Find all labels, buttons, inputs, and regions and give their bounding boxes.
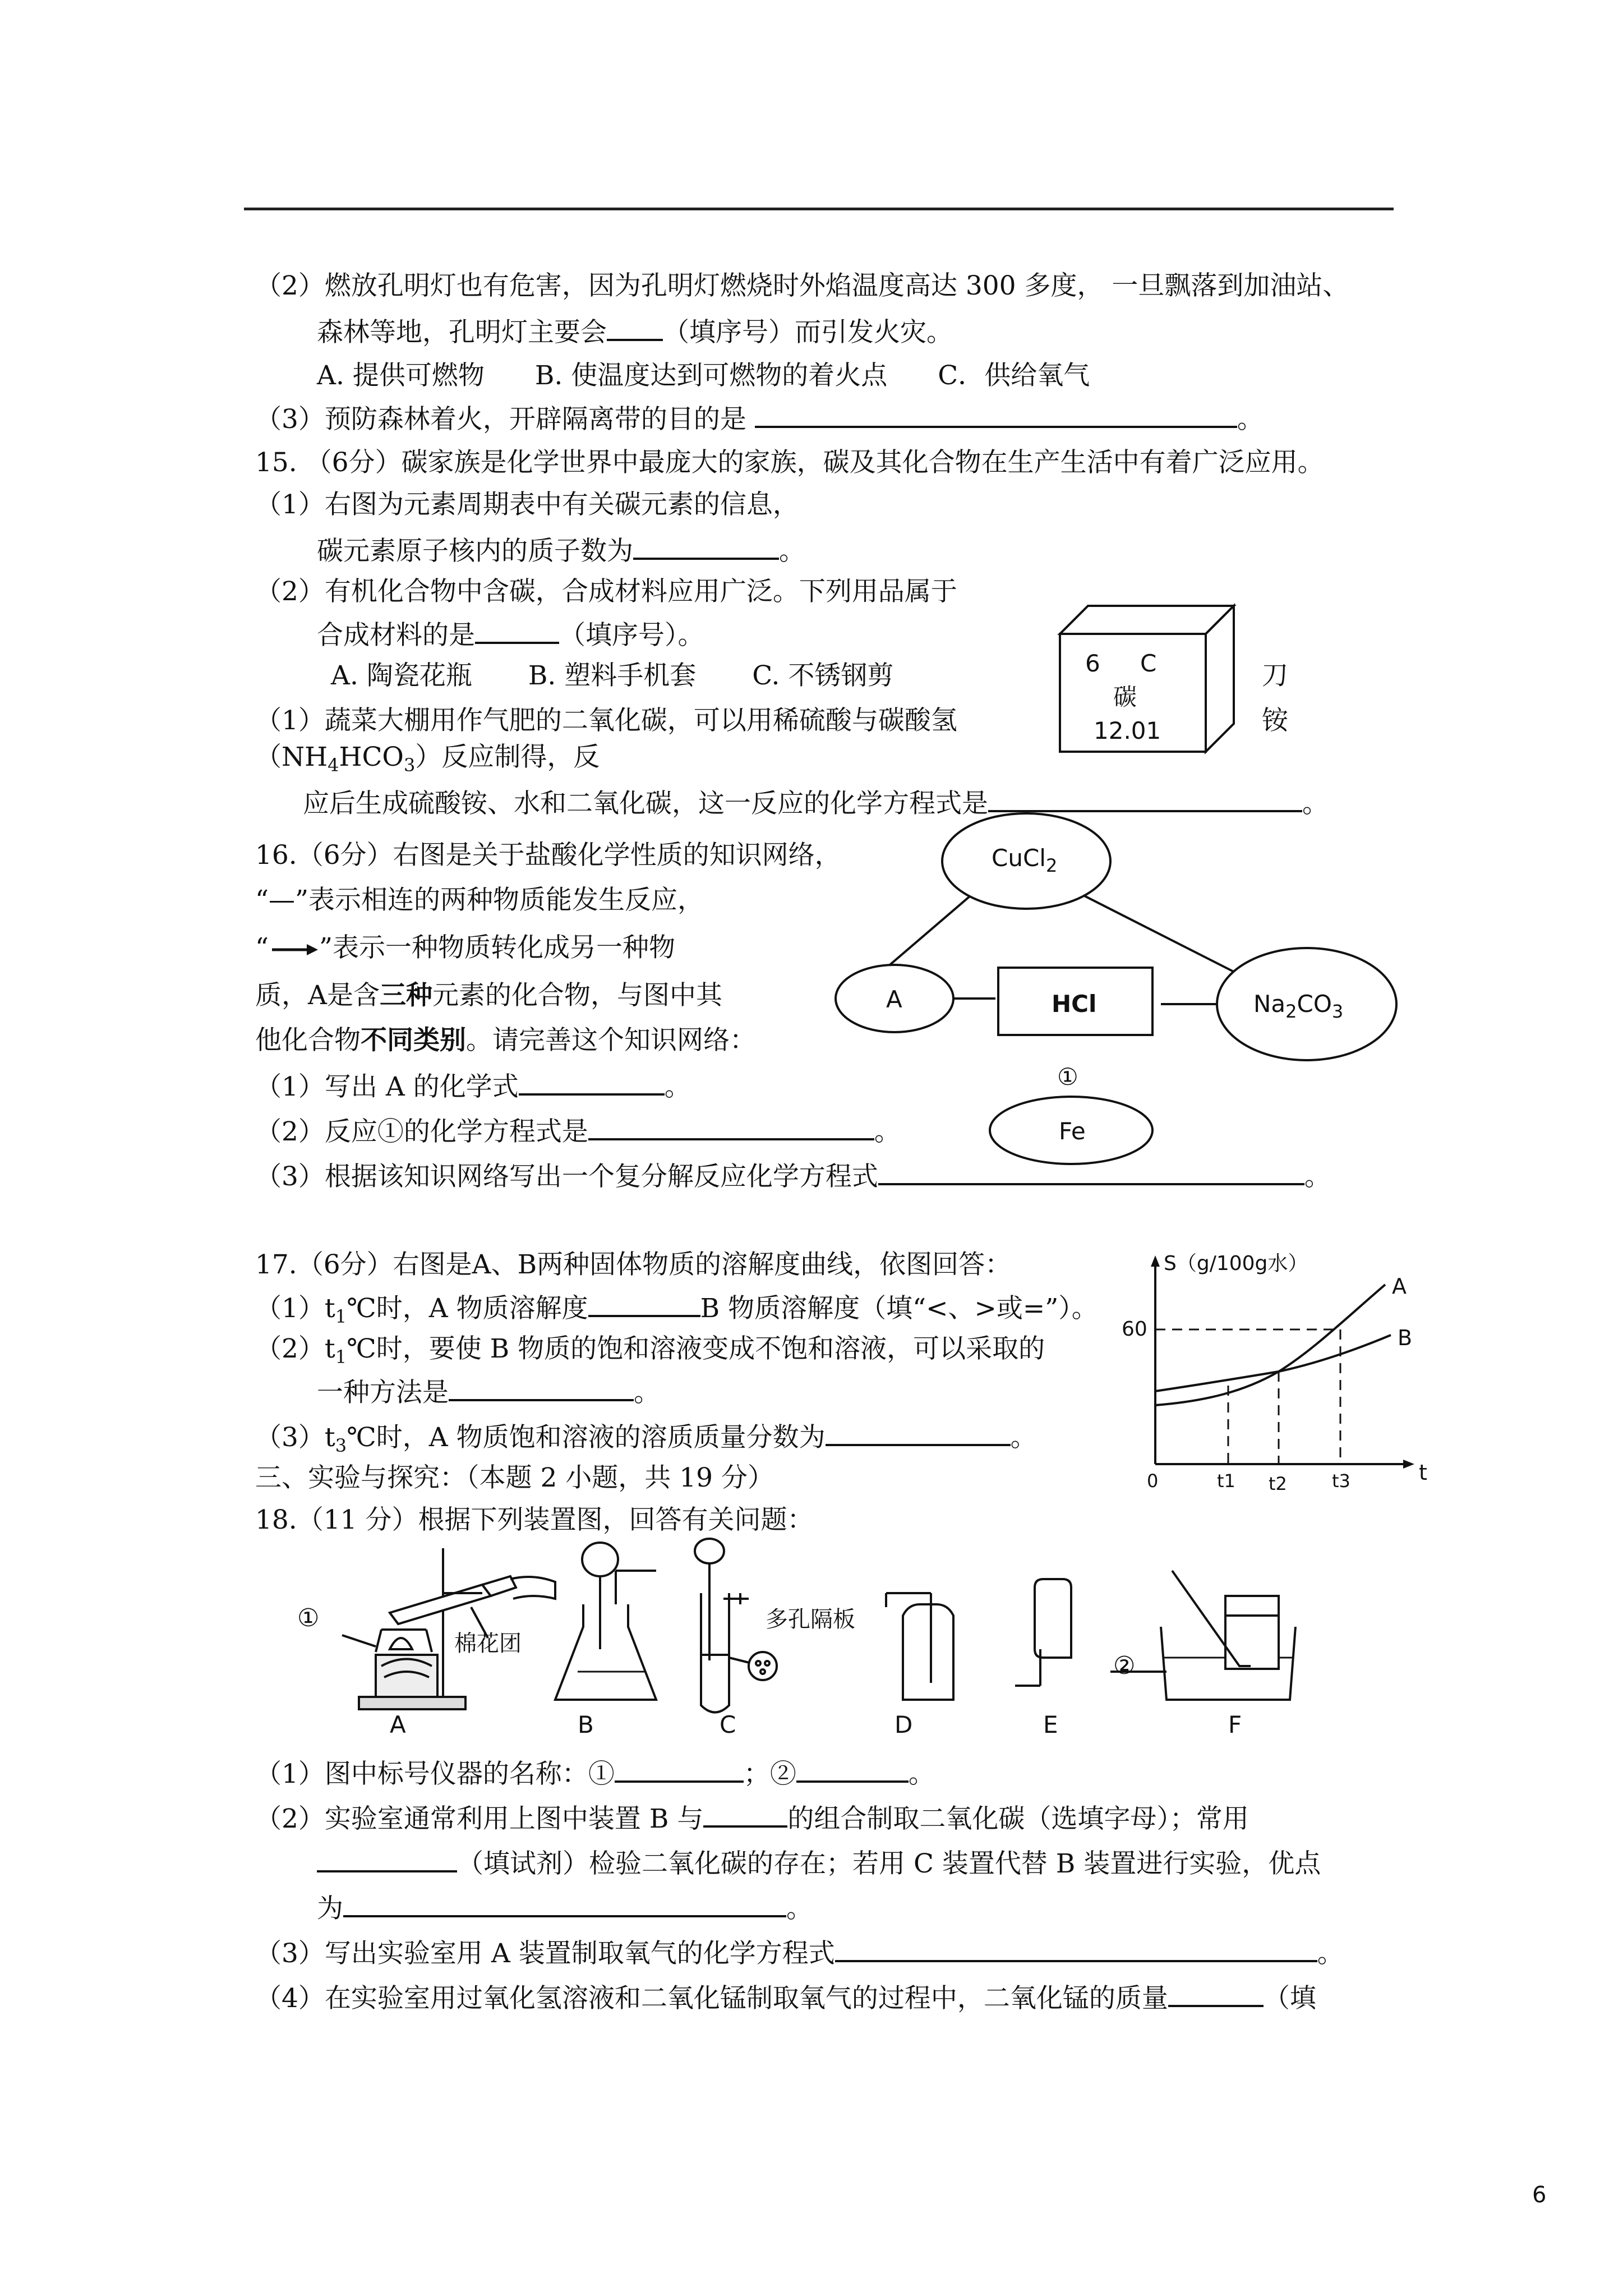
apparatus-label-a: A [390,1711,406,1738]
answer-blank[interactable] [607,314,663,341]
text-line: 应后生成硫酸铵、水和二氧化碳，这一反应的化学方程式是 。 [303,785,1329,821]
answer-blank[interactable] [835,1935,1317,1962]
choice-line: A. 提供可燃物 B. 使温度达到可燃物的着火点 C．供给氧气 [317,360,1090,391]
apparatus-label-f: F [1228,1711,1242,1738]
axis-y-label: S（g/100g水） [1164,1252,1308,1275]
answer-blank[interactable] [633,533,779,560]
element-mass: 12.01 [1094,717,1161,744]
text-line: 刀 [1262,660,1288,691]
text-line: 合成材料的是 （填序号）。 [317,617,704,652]
series-b-label: B [1398,1326,1413,1350]
answer-blank[interactable] [703,1801,787,1828]
section-title: 三、实验与探究：（本题 2 小题，共 19 分） [255,1462,774,1493]
text-line: 质，A是含三种元素的化合物，与图中其 [255,980,722,1011]
page-number: 6 [1532,2182,1547,2208]
node-hcl: HCl [1052,990,1097,1018]
element-name: 碳 [1113,683,1137,711]
x-tick-t2: t2 [1269,1473,1287,1494]
text-line: $(3)t_3℃$时，A 物质饱和溶液的溶质质量分数为 。 [255,1419,1037,1462]
text-line: （4）在实验室用过氧化氢溶液和二氧化锰制取氧气的过程中，二氧化锰的质量 （填 [255,1980,1316,2016]
label-porous-plate: 多孔隔板 [766,1607,855,1632]
apparatus-a [342,1548,555,1709]
text-line: （1）图中标号仪器的名称：① ；② 。 [255,1756,935,1791]
apparatus-c [695,1539,777,1713]
answer-blank[interactable] [615,1756,744,1783]
answer-blank[interactable] [826,1419,1011,1446]
apparatus-label-b: B [578,1711,594,1738]
label-mark-2: ② [1113,1651,1136,1680]
label-cotton: 棉花团 [454,1631,522,1657]
text-line: 碳元素原子核内的质子数为 。 [317,533,805,568]
apparatus-b [555,1543,656,1700]
text-line: $(2)t_1℃$时，要使 B 物质的饱和溶液变成不饱和溶液，可以采取的 [255,1333,1045,1368]
reaction-mark-1: ① [1057,1063,1078,1091]
node-cucl2: CuCl$_2$ [992,844,1058,876]
axis-x-label: t [1419,1460,1427,1485]
text-line: （2）燃放孔明灯也有危害，因为孔明灯燃烧时外焰温度高达 300 多度， 一旦飘落到加油站、 [255,270,1349,301]
x-tick-t3: t3 [1332,1470,1350,1492]
label-mark-1: ① [297,1604,320,1632]
text-line: 一种方法是 。 [317,1374,660,1410]
node-a: A [886,986,902,1013]
apparatus-label-e: E [1043,1711,1058,1738]
question-15-title: 15. （6分）碳家族是化学世界中最庞大的家族，碳及其化合物在生产生活中有着广泛应用。 [255,447,1324,478]
apparatus-d [886,1593,953,1700]
answer-blank[interactable] [519,1069,665,1096]
text-line: “ ”表示一种物质转化成另一种物 [255,932,676,963]
node-na2co3: $Na_2CO_3$ [1253,990,1344,1022]
curve-b [1155,1335,1391,1391]
element-symbol: C [1140,650,1157,677]
apparatus-label-c: C [720,1711,736,1738]
apparatus-f [1110,1571,1295,1700]
question-17-title: 17.（6分）右图是A、B两种固体物质的溶解度曲线，依图回答： [255,1249,1012,1280]
answer-blank[interactable] [988,785,1302,812]
answer-blank[interactable] [343,1890,786,1917]
apparatus-label-d: D [895,1711,913,1738]
text-line: （1）右图为元素周期表中有关碳元素的信息， [255,489,799,520]
header-rule [244,208,1394,210]
element-atomic-number: 6 [1085,650,1100,677]
text-line: 他化合物不同类别。请完善这个知识网络： [255,1025,756,1056]
text-line: $(NH_4HCO_3)$反应制得，反 [255,742,600,776]
text-line: （3）写出实验室用 A 装置制取氧气的化学方程式 。 [255,1935,1344,1971]
text-line: （1）写出 A 的化学式 。 [255,1069,691,1104]
arrow-icon [269,941,319,958]
text-line: （填试剂）检验二氧化碳的存在；若用 C 装置代替 B 装置进行实验，优点 [317,1846,1321,1881]
text-line: （3）预防森林着火，开辟隔离带的目的是 。 [255,401,1264,436]
answer-blank[interactable] [449,1374,634,1401]
answer-blank[interactable] [796,1756,909,1783]
choice-line: A. 陶瓷花瓶 B. 塑料手机套 C. 不锈钢剪 [331,660,894,691]
text-line: （3）根据该知识网络写出一个复分解反应化学方程式 。 [255,1158,1331,1194]
text-line: （2）实验室通常利用上图中装置 B 与 的组合制取二氧化碳（选填字母）；常用 [255,1801,1249,1836]
y-tick-60: 60 [1122,1318,1147,1341]
answer-blank[interactable] [317,1846,457,1872]
text-line: 为 。 [317,1890,813,1926]
question-18-title: 18.（11 分）根据下列装置图，回答有关问题： [255,1504,814,1535]
text-line: （1）蔬菜大棚用作气肥的二氧化碳，可以用稀硫酸与碳酸氢 [255,705,957,736]
answer-blank[interactable] [1168,1980,1264,2007]
answer-blank[interactable] [588,1290,700,1317]
apparatus-e [1015,1579,1071,1686]
origin-label: 0 [1147,1470,1159,1492]
answer-blank[interactable] [475,617,559,644]
text-line: 森林等地，孔明灯主要会 （填序号）而引发火灾。 [317,314,953,349]
text-line: 铵 [1262,705,1288,736]
x-tick-t1: t1 [1217,1470,1235,1492]
text-line: （2）有机化合物中含碳，合成材料应用广泛。下列用品属于 [255,576,957,607]
text-line: （2）反应①的化学方程式是 。 [255,1114,901,1149]
text-line: $(1)t_1℃$时，A 物质溶解度 B 物质溶解度（填“<、>或=”）。 [255,1290,1098,1333]
curve-a [1155,1285,1385,1405]
series-a-label: A [1392,1274,1407,1299]
question-16-title: 16.（6分）右图是关于盐酸化学性质的知识网络， [255,840,841,871]
node-fe: Fe [1059,1117,1086,1145]
text-line: “—”表示相连的两种物质能发生反应， [255,885,704,915]
answer-blank[interactable] [755,401,1237,428]
